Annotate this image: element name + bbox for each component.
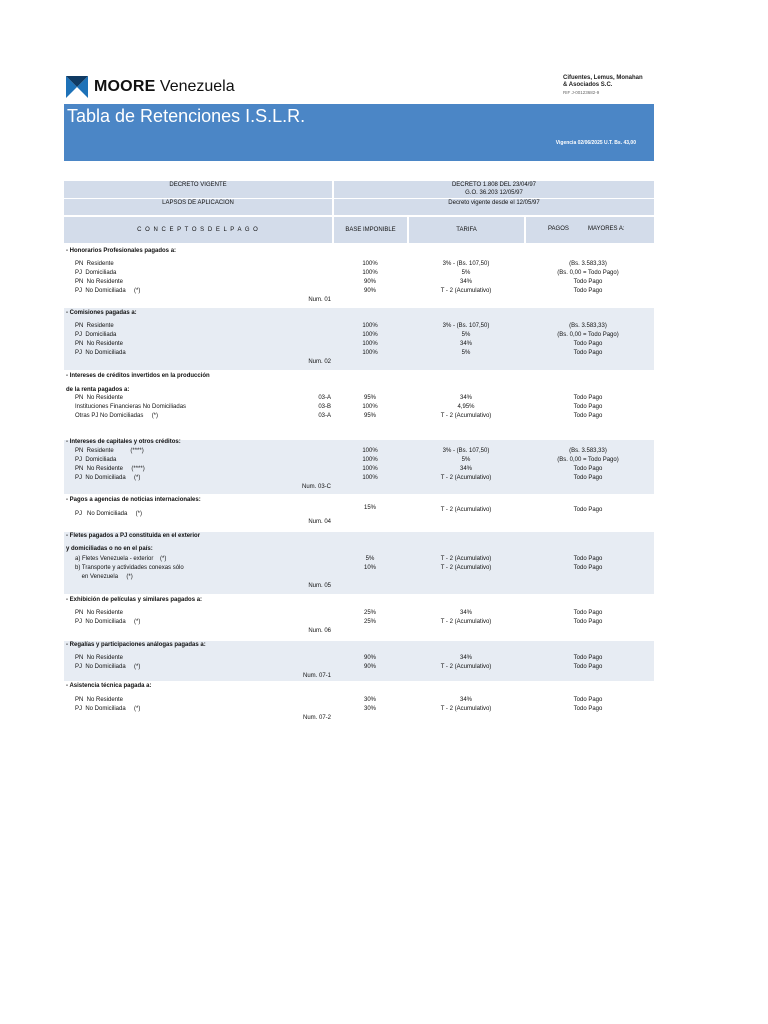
partner-line-1: Cifuentes, Lemus, Monahan	[563, 75, 643, 81]
base-imponible-value: 100%	[362, 475, 378, 481]
row-label: PN No Residente (****)	[75, 466, 145, 472]
base-imponible-value: 100%	[362, 466, 378, 472]
pagos-mayores-value: Todo Pago	[573, 619, 603, 625]
pagos-mayores-value: Todo Pago	[573, 706, 603, 712]
section-heading: - Intereses de créditos invertidos en la producción	[66, 373, 210, 379]
tarifa-value: 5%	[461, 350, 471, 356]
conceptos-header	[64, 217, 332, 243]
base-imponible-value: 25%	[363, 619, 377, 625]
tarifa-value: T - 2 (Acumulativo)	[440, 664, 492, 670]
pagos-mayores-value: (Bs. 3.583,33)	[569, 448, 607, 454]
row-code: 03-B	[318, 404, 331, 410]
section-heading: - Asistencia técnica pagada a:	[66, 683, 152, 689]
section-heading: - Regalías y participaciones análogas pagadas a:	[66, 642, 206, 648]
row-label: PJ Domiciliada	[75, 332, 117, 338]
pagos-mayores-value: Todo Pago	[573, 697, 603, 703]
tarifa-value: T - 2 (Acumulativo)	[440, 413, 492, 419]
base-imponible-value: 100%	[362, 270, 378, 276]
base-imponible-value: 30%	[363, 706, 377, 712]
pagos-mayores-value: Todo Pago	[573, 565, 603, 571]
row-label: Instituciones Financieras No Domiciliadas	[75, 404, 187, 410]
tarifa-value: 34%	[459, 341, 473, 347]
pagos-mayores-value: Todo Pago	[573, 288, 603, 294]
base-imponible-value: 100%	[362, 323, 378, 329]
section-number: Num. 02	[308, 359, 331, 365]
lapsos-cell	[64, 199, 332, 215]
pagos-label: PAGOS	[548, 226, 569, 232]
section-number: Num. 06	[308, 628, 331, 634]
base-imponible-value: 95%	[363, 395, 377, 401]
row-label: PN Residente	[75, 323, 114, 329]
tarifa-value: 34%	[459, 395, 473, 401]
section-heading: - Fletes pagados a PJ constituida en el exterior	[66, 533, 201, 539]
section-heading: - Exhibición de películas y similares pagados a:	[66, 597, 203, 603]
row-label: PJ No Domiciliada (*)	[75, 664, 141, 670]
section-number: Num. 04	[308, 519, 331, 525]
lapsos-label: LAPSOS DE APLICACION	[162, 200, 234, 206]
tarifa-value: 3% - (Bs. 107,50)	[442, 323, 490, 329]
row-label: PN No Residente	[75, 395, 124, 401]
tarifa-value: 3% - (Bs. 107,50)	[442, 448, 490, 454]
tarifa-value: T - 2 (Acumulativo)	[440, 507, 492, 513]
pagos-mayores-value: (Bs. 0,00 = Todo Pago)	[557, 457, 619, 463]
row-label: PN No Residente	[75, 610, 124, 616]
row-label: PJ No Domiciliada (*)	[75, 511, 143, 517]
base-imponible-value: 90%	[363, 664, 377, 670]
pagos-mayores-value: Todo Pago	[573, 655, 603, 661]
section-heading: de la renta pagados a:	[66, 387, 130, 393]
tarifa-value: T - 2 (Acumulativo)	[440, 288, 492, 294]
tarifa-value: 4,95%	[457, 404, 475, 410]
tarifa-value: 5%	[461, 270, 471, 276]
base-imponible-value: 10%	[363, 565, 377, 571]
row-label: PJ Domiciliada	[75, 270, 117, 276]
tarifa-value: T - 2 (Acumulativo)	[440, 475, 492, 481]
lapsos-value-cell	[334, 199, 654, 215]
row-label: PN Residente (****)	[75, 448, 144, 454]
tarifa-value: T - 2 (Acumulativo)	[440, 565, 492, 571]
page-title: Tabla de Retenciones I.S.L.R.	[67, 106, 306, 126]
base-label: BASE IMPONIBLE	[345, 227, 396, 233]
conceptos-label: C O N C E P T O S D E L P A G O	[137, 227, 259, 233]
tarifa-value: T - 2 (Acumulativo)	[440, 619, 492, 625]
base-imponible-value: 100%	[362, 404, 378, 410]
pagos-mayores-value: Todo Pago	[573, 475, 603, 481]
pagos-mayores-value: Todo Pago	[573, 395, 603, 401]
tarifa-value: 34%	[459, 655, 473, 661]
row-code: 03-A	[318, 395, 331, 401]
pagos-mayores-value: Todo Pago	[573, 350, 603, 356]
base-imponible-value: 90%	[363, 279, 377, 285]
row-label: PJ Domiciliada	[75, 457, 117, 463]
section-heading: - Honorarios Profesionales pagados a:	[66, 248, 177, 254]
base-imponible-value: 90%	[363, 288, 377, 294]
pagos-mayores-value: (Bs. 3.583,33)	[569, 323, 607, 329]
decreto-line-1: DECRETO 1.808 DEL 23/04/97	[451, 182, 537, 188]
row-label: PN Residente	[75, 261, 114, 267]
base-imponible-value: 100%	[362, 448, 378, 454]
row-label: PJ No Domiciliada	[75, 350, 126, 356]
tarifa-value: T - 2 (Acumulativo)	[440, 556, 492, 562]
row-label: a) Fletes Venezuela - exterior (*)	[75, 556, 167, 562]
partner-block	[563, 75, 643, 96]
pagos-mayores-value: Todo Pago	[573, 507, 603, 513]
section-number: Num. 05	[308, 583, 331, 589]
tarifa-value: 3% - (Bs. 107,50)	[442, 261, 490, 267]
base-imponible-value: 90%	[363, 655, 377, 661]
tarifa-value: 5%	[461, 457, 471, 463]
section-number: Num. 01	[308, 297, 331, 303]
row-label: PJ No Domiciliada (*)	[75, 706, 141, 712]
vigencia-label: Vigencia 02/06/2025 U.T. Bs. 43,00	[555, 140, 636, 146]
row-label: PN No Residente	[75, 279, 124, 285]
row-label: PN No Residente	[75, 655, 124, 661]
pagos-mayores-value: (Bs. 0,00 = Todo Pago)	[557, 332, 619, 338]
tarifa-value: 34%	[459, 697, 473, 703]
pagos-mayores-value: (Bs. 3.583,33)	[569, 261, 607, 267]
mayores-label: MAYORES A:	[588, 226, 625, 232]
pagos-mayores-value: Todo Pago	[573, 466, 603, 472]
row-label: PJ No Domiciliada (*)	[75, 619, 141, 625]
section-heading: - Comisiones pagadas a:	[66, 310, 137, 316]
base-imponible-value: 5%	[365, 556, 375, 562]
moore-logo-icon	[66, 76, 88, 98]
base-imponible-value: 100%	[362, 261, 378, 267]
base-imponible-value: 100%	[362, 332, 378, 338]
section-heading: y domiciliadas o no en el país:	[66, 546, 153, 552]
row-label: en Venezuela (*)	[75, 574, 133, 580]
row-label: PN No Residente	[75, 697, 124, 703]
tarifa-value: 34%	[459, 610, 473, 616]
base-header	[334, 217, 407, 243]
tarifa-value: T - 2 (Acumulativo)	[440, 706, 492, 712]
base-imponible-value: 100%	[362, 350, 378, 356]
decreto-value-cell	[334, 181, 654, 198]
decreto-vigente-cell	[64, 181, 332, 198]
partner-line-3: RIF J-00123682-9	[563, 90, 600, 95]
section-number: Num. 07-2	[302, 715, 331, 721]
section-heading: - Intereses de capitales y otros créditos:	[66, 439, 181, 445]
decreto-line-2: G.O. 36.203 12/05/97	[465, 190, 523, 196]
lapsos-value: Decreto vigente desde el 12/05/97	[448, 200, 540, 206]
row-label: PN No Residente	[75, 341, 124, 347]
base-imponible-value: 15%	[363, 505, 377, 511]
pagos-mayores-value: Todo Pago	[573, 664, 603, 670]
row-code: 03-A	[318, 413, 331, 419]
section-number: Num. 07-1	[302, 673, 331, 679]
base-imponible-value: 25%	[363, 610, 377, 616]
pagos-mayores-value: Todo Pago	[573, 341, 603, 347]
row-label: Otras PJ No Domiciliadas (*)	[75, 413, 159, 419]
row-label: b) Transporte y actividades conexas sólo	[75, 565, 184, 571]
tarifa-value: 34%	[459, 466, 473, 472]
pagos-mayores-value: Todo Pago	[573, 404, 603, 410]
tarifa-label: TARIFA	[456, 227, 477, 233]
pagos-mayores-value: Todo Pago	[573, 610, 603, 616]
tarifa-value: 5%	[461, 332, 471, 338]
decreto-vigente-label: DECRETO VIGENTE	[169, 182, 227, 188]
pagos-header	[526, 217, 654, 243]
tarifa-header	[409, 217, 524, 243]
tarifa-value: 34%	[459, 279, 473, 285]
base-imponible-value: 100%	[362, 457, 378, 463]
row-label: PJ No Domiciliada (*)	[75, 288, 141, 294]
pagos-mayores-value: Todo Pago	[573, 556, 603, 562]
pagos-mayores-value: Todo Pago	[573, 413, 603, 419]
row-label: PJ No Domiciliada (*)	[75, 475, 141, 481]
base-imponible-value: 95%	[363, 413, 377, 419]
pagos-mayores-value: Todo Pago	[573, 279, 603, 285]
pagos-mayores-value: (Bs. 0,00 = Todo Pago)	[557, 270, 619, 276]
section-band	[64, 440, 654, 494]
brand-name: MOORE Venezuela	[94, 78, 235, 95]
section-number: Num. 03-C	[301, 484, 331, 490]
base-imponible-value: 30%	[363, 697, 377, 703]
base-imponible-value: 100%	[362, 341, 378, 347]
title-banner	[64, 104, 654, 161]
partner-line-2: & Asociados S.C.	[563, 82, 613, 88]
section-heading: - Pagos a agencias de noticias internacionales:	[66, 497, 201, 503]
